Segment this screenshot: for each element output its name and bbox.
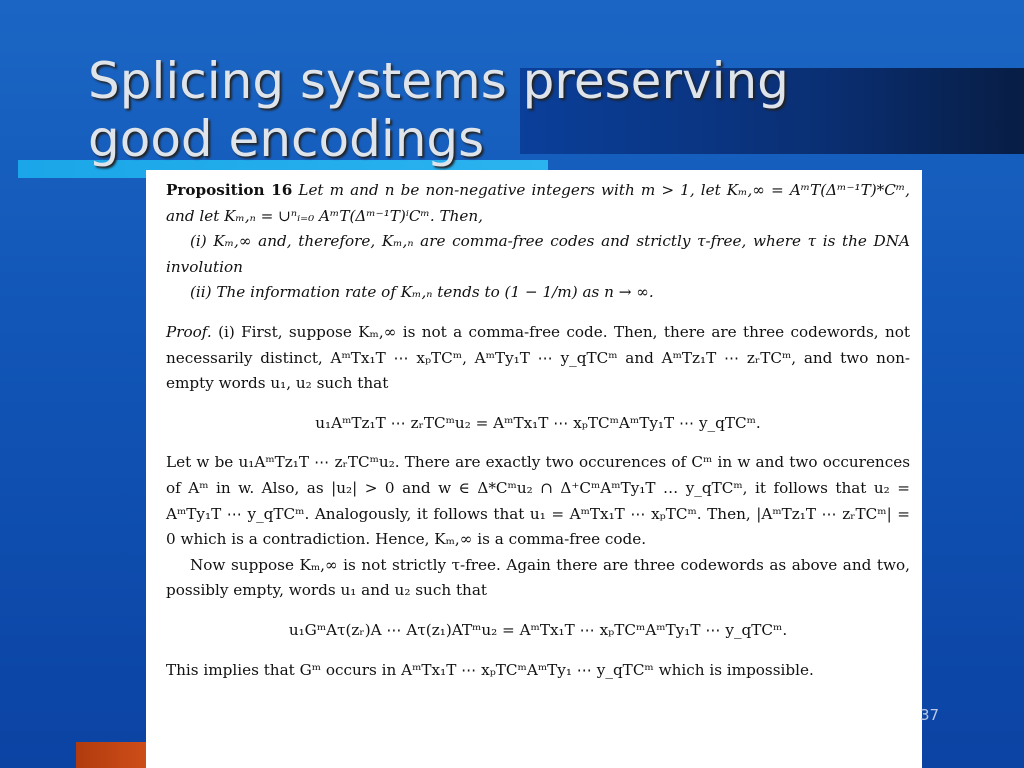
proposition-statement — [166, 178, 910, 229]
proposition-label: Proposition 16 — [166, 181, 293, 199]
slide-number: 37 — [920, 706, 940, 724]
proof-label: Proof. — [166, 322, 212, 341]
footer-accent-bar — [76, 742, 156, 768]
proof-paragraph-2: Let w be u₁AᵐTz₁T ⋯ zᵣTCᵐu₂. There are exactly two occurences of Cᵐ in w and two occurences of Aᵐ in w. Also, as |u₂| > 0 and w ∈ Δ*Cᵐu₂ ∩ Δ⁺CᵐAᵐTy₁T … y_qTCᵐ, it follows that u₂ = AᵐTy₁T ⋯ y_qTCᵐ. Analogously, it follows that u₁ = AᵐTx₁T ⋯ xₚTCᵐ. Then, |AᵐTz₁T ⋯ zᵣTCᵐ| = 0 which is a contradiction. Hence, Kₘ,∞ is a comma-free code. — [166, 453, 910, 549]
equation-1: u₁AᵐTz₁T ⋯ zᵣTCᵐu₂ = AᵐTx₁T ⋯ xₚTCᵐAᵐTy₁T ⋯ y_qTCᵐ. — [315, 413, 761, 432]
document-image — [146, 170, 922, 768]
proof-paragraph-1 — [166, 320, 910, 397]
proposition-text: Let m and n be non-negative integers with m > 1, let Kₘ,∞ = AᵐT(Δᵐ⁻¹T)*Cᵐ, and let Kₘ,ₙ = ∪ⁿᵢ₌₀ AᵐT(Δᵐ⁻¹T)ⁱCᵐ. Then, — [166, 181, 910, 225]
proposition-part-ii: (ii) The information rate of Kₘ,ₙ tends to (1 − 1/m) as n → ∞. — [190, 283, 654, 302]
proposition-part-i: (i) Kₘ,∞ and, therefore, Kₘ,ₙ are comma-free codes and strictly τ-free, where τ is the DNA involution — [166, 232, 910, 276]
proof-text-1: (i) First, suppose Kₘ,∞ is not a comma-free code. Then, there are three codewords, not necessarily distinct, AᵐTx₁T ⋯ xₚTCᵐ, AᵐTy₁T ⋯ y_qTCᵐ and AᵐTz₁T ⋯ zᵣTCᵐ, and two non-empty words u₁, u₂ such that — [166, 322, 910, 393]
equation-2: u₁GᵐAτ(zᵣ)A ⋯ Aτ(z₁)ATᵐu₂ = AᵐTx₁T ⋯ xₚTCᵐAᵐTy₁T ⋯ y_qTCᵐ. — [288, 620, 788, 639]
proof-paragraph-4: This implies that Gᵐ occurs in AᵐTx₁T ⋯ xₚTCᵐAᵐTy₁ ⋯ y_qTCᵐ which is impossible. — [166, 660, 814, 679]
proof-paragraph-3: Now suppose Kₘ,∞ is not strictly τ-free. Again there are three codewords as above and two, possibly empty, words u₁ and u₂ such that — [166, 555, 910, 600]
slide-title: Splicing systems preserving good encodings — [88, 52, 789, 168]
spacer — [166, 306, 910, 320]
